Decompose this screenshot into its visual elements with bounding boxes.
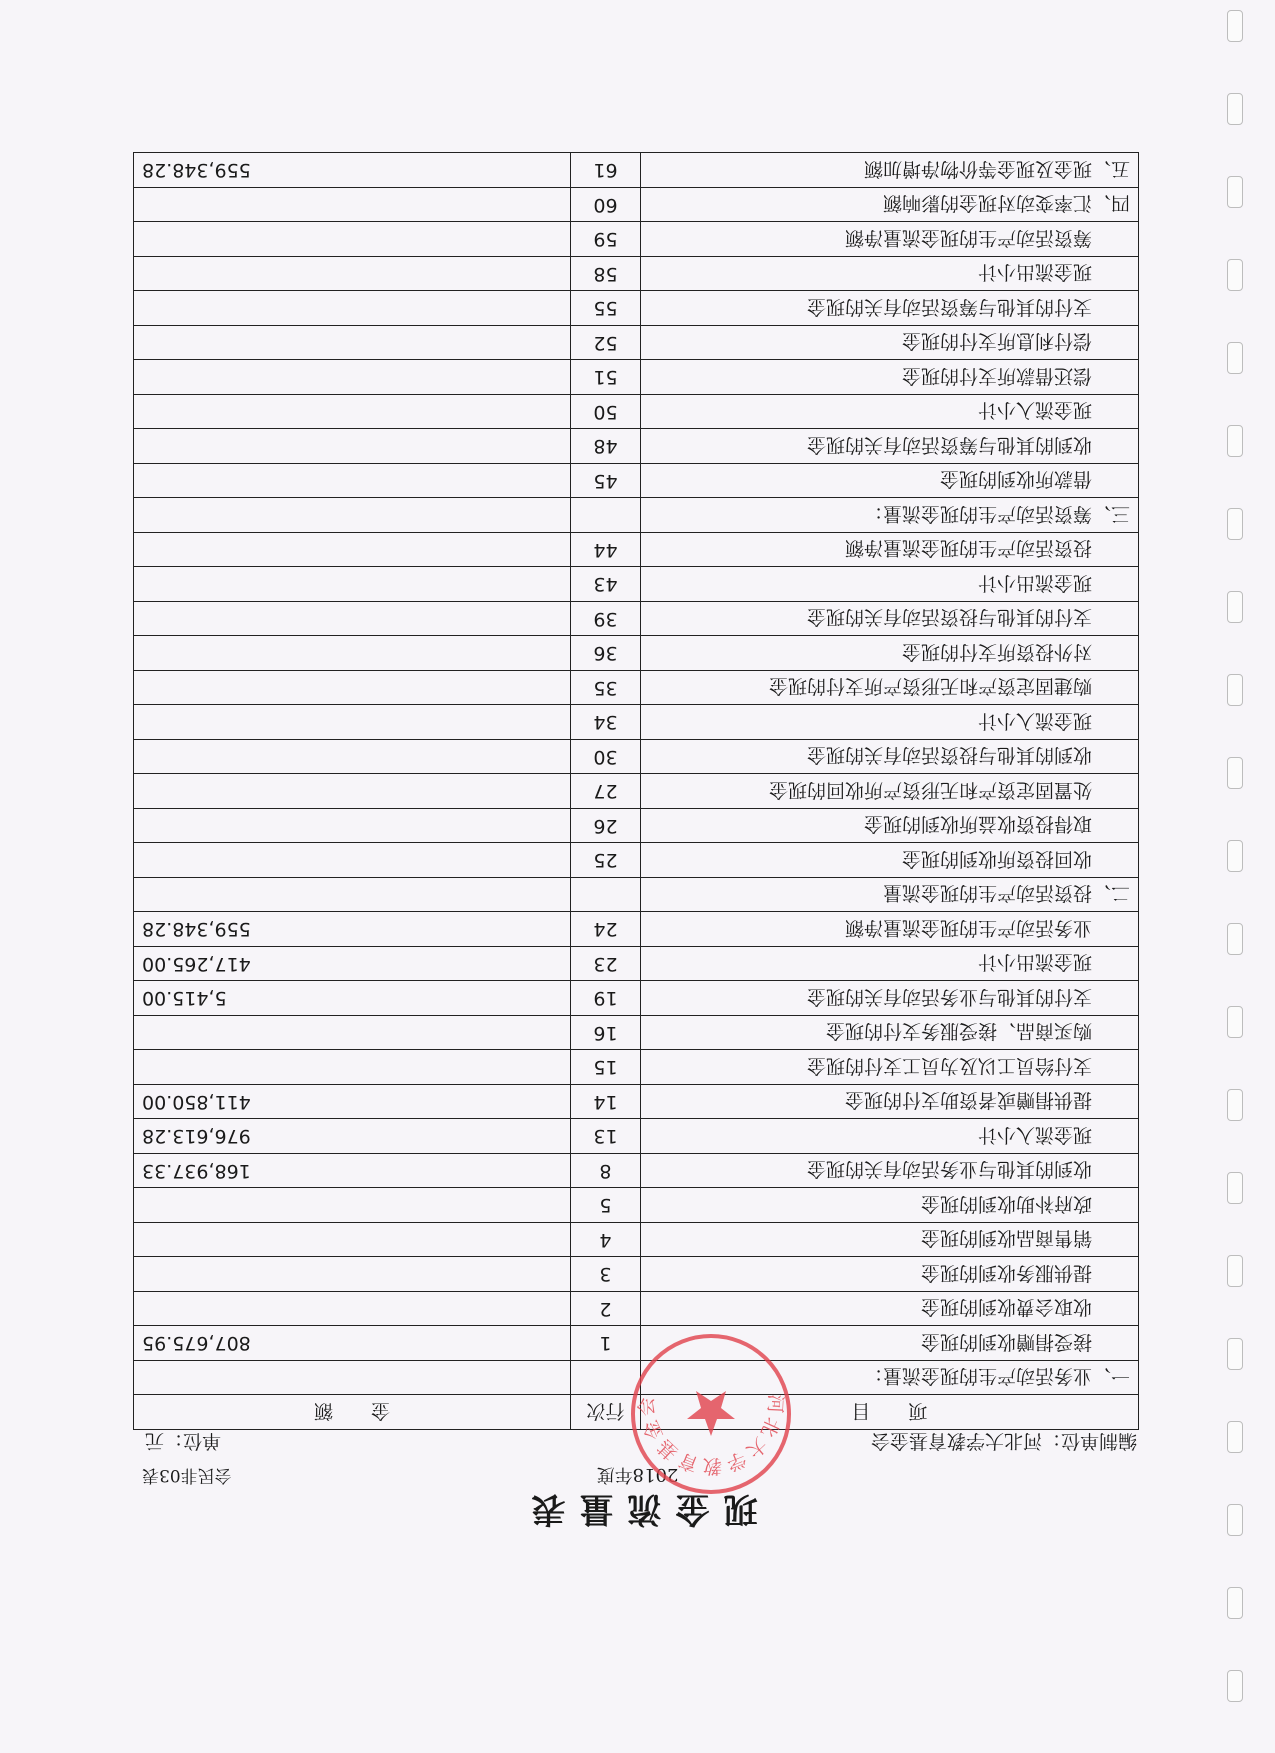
- row-line: [571, 498, 641, 533]
- table-row: [134, 153, 1139, 188]
- table-row: [134, 912, 1139, 947]
- page-title: 现金流量表: [517, 1489, 758, 1529]
- row-item: 收到的其他与投资活动有关的现金: [641, 740, 1139, 775]
- form-code: 会民非03表: [142, 1465, 232, 1485]
- row-line: 27: [571, 774, 641, 809]
- table-row: [134, 878, 1139, 913]
- table-row: [134, 291, 1139, 326]
- table-row: [134, 1119, 1139, 1154]
- row-item: 筹资活动产生的现金流量净额: [641, 222, 1139, 257]
- row-item: 业务活动产生的现金流量净额: [641, 912, 1139, 947]
- row-amount: [134, 291, 571, 326]
- row-line: 26: [571, 809, 641, 844]
- row-line: 60: [571, 188, 641, 223]
- row-item: 收回投资所收到的现金: [641, 843, 1139, 878]
- row-amount: [134, 843, 571, 878]
- row-amount: [134, 705, 571, 740]
- row-amount: 559,348.28: [134, 912, 571, 947]
- row-amount: 5,415.00: [134, 981, 571, 1016]
- table-row: [134, 498, 1139, 533]
- row-amount: [134, 464, 571, 499]
- row-item: 接受捐赠收到的现金: [641, 1326, 1139, 1361]
- row-item: 投资活动产生的现金流量净额: [641, 533, 1139, 568]
- table-row: [134, 1223, 1139, 1258]
- header-item: 项 目: [641, 1395, 1139, 1430]
- table-row: [134, 1050, 1139, 1085]
- table-row: [134, 1085, 1139, 1120]
- row-amount: 807,675.95: [134, 1326, 571, 1361]
- row-line: 50: [571, 395, 641, 430]
- row-line: 23: [571, 947, 641, 982]
- row-line: 24: [571, 912, 641, 947]
- row-amount: 976,613.28: [134, 1119, 571, 1154]
- row-amount: 411,850.00: [134, 1085, 571, 1120]
- cash-flow-table: [133, 153, 1139, 1431]
- row-line: 5: [571, 1188, 641, 1223]
- table-row: [134, 395, 1139, 430]
- row-line: 45: [571, 464, 641, 499]
- table-row: [134, 981, 1139, 1016]
- row-item: 购买商品、接受服务支付的现金: [641, 1016, 1139, 1051]
- row-item: 对外投资所支付的现金: [641, 636, 1139, 671]
- row-line: 14: [571, 1085, 641, 1120]
- table-row: [134, 1154, 1139, 1189]
- row-line: 4: [571, 1223, 641, 1258]
- row-item: 偿还借款所支付的现金: [641, 360, 1139, 395]
- row-item: 取得投资收益所收到的现金: [641, 809, 1139, 844]
- table-row: [134, 567, 1139, 602]
- row-line: [571, 878, 641, 913]
- row-amount: [134, 1223, 571, 1258]
- row-amount: [134, 567, 571, 602]
- row-item: 提供捐赠或者资助支付的现金: [641, 1085, 1139, 1120]
- row-amount: [134, 1292, 571, 1327]
- row-line: 52: [571, 326, 641, 361]
- row-amount: [134, 602, 571, 637]
- row-amount: [134, 1257, 571, 1292]
- row-amount: [134, 188, 571, 223]
- seal-text: 河北大学教育基金会: [635, 1393, 787, 1477]
- row-line: 59: [571, 222, 641, 257]
- row-line: 36: [571, 636, 641, 671]
- row-item: 现金流出小计: [641, 947, 1139, 982]
- row-item: 偿付利息所支付的现金: [641, 326, 1139, 361]
- table-row: [134, 843, 1139, 878]
- row-item: 销售商品收到的现金: [641, 1223, 1139, 1258]
- table-row: [134, 1257, 1139, 1292]
- row-line: 35: [571, 671, 641, 706]
- row-item: 现金流入小计: [641, 705, 1139, 740]
- row-line: 16: [571, 1016, 641, 1051]
- table-row: [134, 947, 1139, 982]
- row-amount: [134, 429, 571, 464]
- row-item: 收取会费收到的现金: [641, 1292, 1139, 1327]
- row-amount: [134, 671, 571, 706]
- row-item: 现金流入小计: [641, 395, 1139, 430]
- row-item: 三、筹资活动产生的现金流量：: [641, 498, 1139, 533]
- official-seal: [627, 1330, 795, 1498]
- row-amount: [134, 1016, 571, 1051]
- table-row: [134, 1292, 1139, 1327]
- row-amount: [134, 498, 571, 533]
- row-line: 44: [571, 533, 641, 568]
- row-amount: [134, 878, 571, 913]
- table-row: [134, 222, 1139, 257]
- reporting-unit: 编制单位：河北大学教育基金会: [870, 1430, 1137, 1452]
- row-item: 借款所收到的现金: [641, 464, 1139, 499]
- row-item: 处置固定资产和无形资产所收回的现金: [641, 774, 1139, 809]
- row-line: 13: [571, 1119, 641, 1154]
- row-amount: [134, 533, 571, 568]
- row-item: 二、投资活动产生的现金流量: [641, 878, 1139, 913]
- table-row: [134, 636, 1139, 671]
- header-amount: 金 额: [134, 1395, 571, 1430]
- row-line: 58: [571, 257, 641, 292]
- row-amount: [134, 326, 571, 361]
- row-line: 55: [571, 291, 641, 326]
- row-item: 现金流出小计: [641, 257, 1139, 292]
- row-line: 61: [571, 153, 641, 188]
- row-amount: [134, 1188, 571, 1223]
- table-row: [134, 188, 1139, 223]
- row-line: 3: [571, 1257, 641, 1292]
- row-amount: [134, 809, 571, 844]
- row-item: 四、汇率变动对现金的影响额: [641, 188, 1139, 223]
- table-row: [134, 533, 1139, 568]
- row-amount: [134, 636, 571, 671]
- report-year: 2018年度: [596, 1464, 679, 1485]
- table-row: [134, 602, 1139, 637]
- row-amount: 168,937.33: [134, 1154, 571, 1189]
- row-line: 48: [571, 429, 641, 464]
- table-row: [134, 705, 1139, 740]
- row-item: 现金流入小计: [641, 1119, 1139, 1154]
- row-line: 1: [571, 1326, 641, 1361]
- row-item: 收到的其他与筹资活动有关的现金: [641, 429, 1139, 464]
- row-amount: [134, 360, 571, 395]
- row-item: 现金流出小计: [641, 567, 1139, 602]
- row-item: 政府补助收到的现金: [641, 1188, 1139, 1223]
- row-amount: [134, 1050, 571, 1085]
- row-line: 34: [571, 705, 641, 740]
- table-row: [134, 1016, 1139, 1051]
- row-line: 30: [571, 740, 641, 775]
- row-amount: [134, 222, 571, 257]
- row-line: 15: [571, 1050, 641, 1085]
- table-row: [134, 360, 1139, 395]
- row-item: 提供服务收到的现金: [641, 1257, 1139, 1292]
- row-line: 8: [571, 1154, 641, 1189]
- row-line: 43: [571, 567, 641, 602]
- row-item: 购建固定资产和无形资产所支付的现金: [641, 671, 1139, 706]
- table-row: [134, 809, 1139, 844]
- row-line: 19: [571, 981, 641, 1016]
- currency-unit: 单位：元: [145, 1430, 222, 1452]
- table-row: [134, 326, 1139, 361]
- row-item: 支付的其他与投资活动有关的现金: [641, 602, 1139, 637]
- row-item: 支付的其他与筹资活动有关的现金: [641, 291, 1139, 326]
- row-item: 一、业务活动产生的现金流量：: [641, 1361, 1139, 1396]
- row-line: 25: [571, 843, 641, 878]
- row-line: 39: [571, 602, 641, 637]
- row-item: 五、现金及现金等价物净增加额: [641, 153, 1139, 188]
- row-amount: 559,348.28: [134, 153, 571, 188]
- row-line: 2: [571, 1292, 641, 1327]
- row-amount: [134, 740, 571, 775]
- table-row: [134, 429, 1139, 464]
- table-row: [134, 464, 1139, 499]
- table-row: [134, 1188, 1139, 1223]
- row-item: 收到的其他与业务活动有关的现金: [641, 1154, 1139, 1189]
- table-row: [134, 740, 1139, 775]
- table-row: [134, 671, 1139, 706]
- header-line: 行次: [571, 1395, 641, 1430]
- table-row: [134, 257, 1139, 292]
- table-row: [134, 774, 1139, 809]
- row-amount: [134, 395, 571, 430]
- row-item: 支付给员工以及为员工支付的现金: [641, 1050, 1139, 1085]
- row-amount: [134, 1361, 571, 1396]
- row-item: 支付的其他与业务活动有关的现金: [641, 981, 1139, 1016]
- row-line: 51: [571, 360, 641, 395]
- row-amount: [134, 257, 571, 292]
- row-amount: [134, 774, 571, 809]
- row-amount: 417,265.00: [134, 947, 571, 982]
